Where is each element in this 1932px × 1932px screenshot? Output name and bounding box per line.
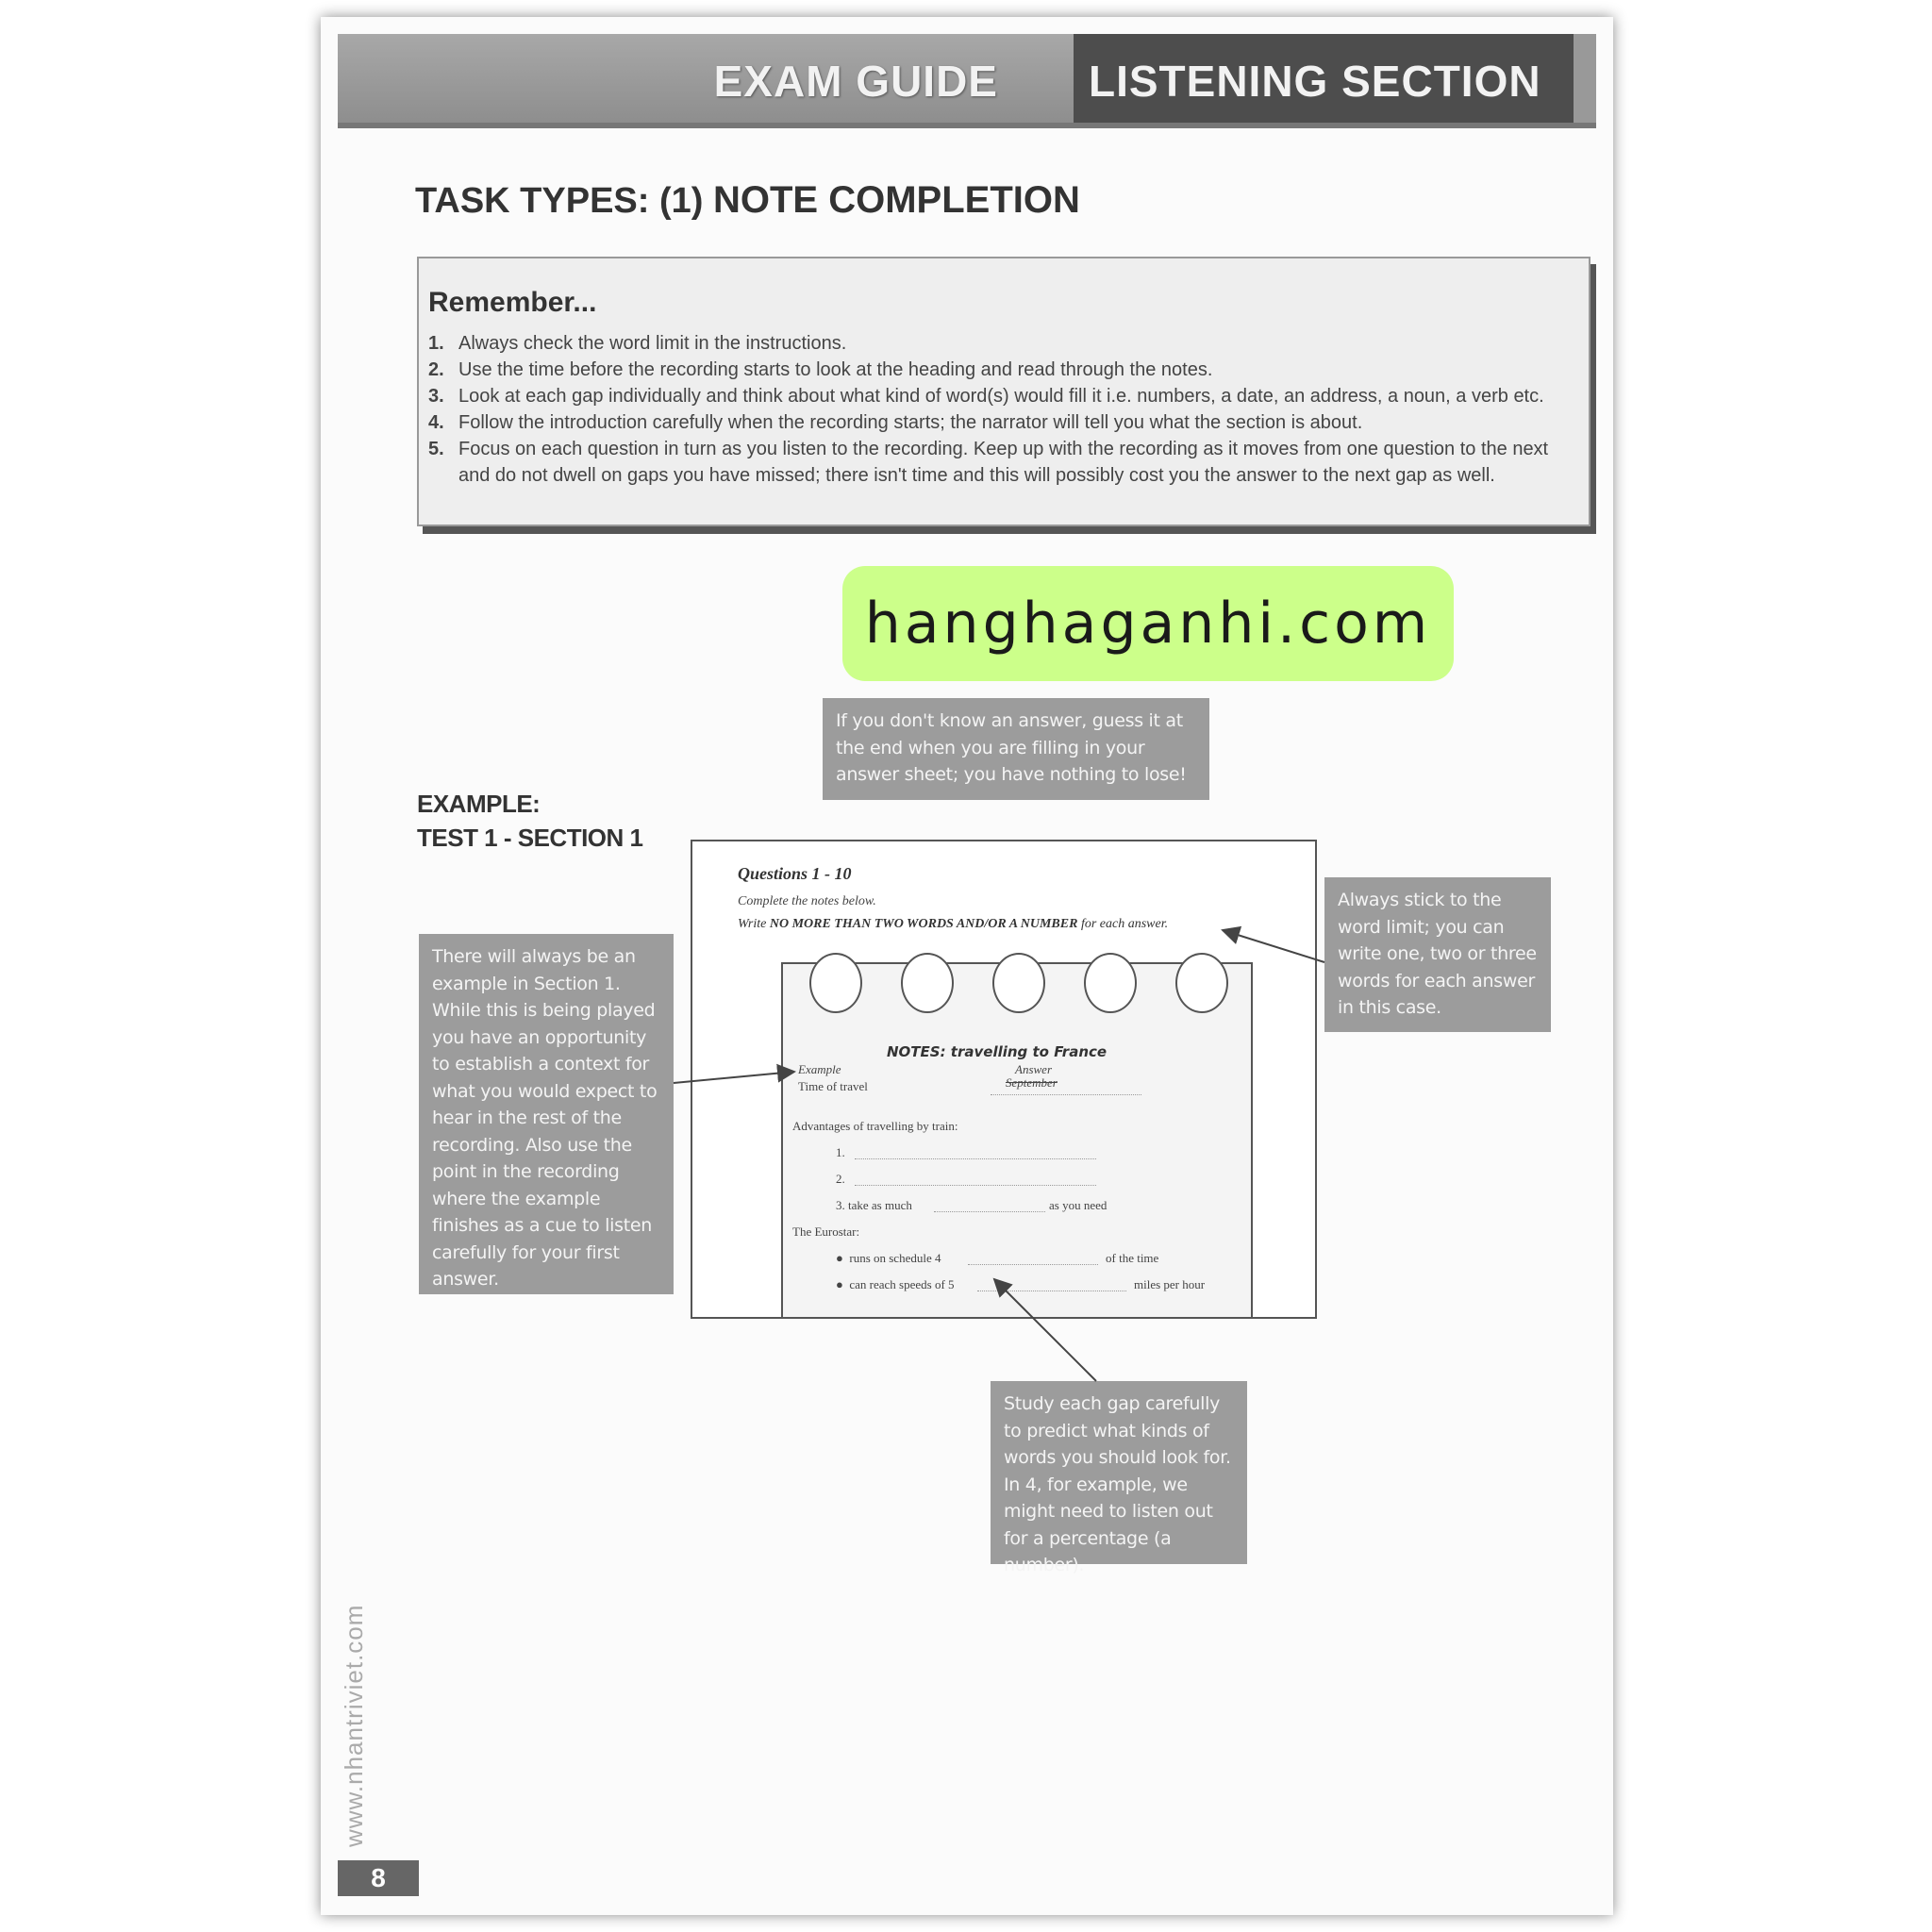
notes-answer-value: September — [1006, 1075, 1058, 1090]
task-title — [415, 179, 1080, 222]
notepad-ring — [901, 953, 954, 1013]
notes-item-3-suffix: as you need — [1049, 1198, 1108, 1212]
header-exam-guide: EXAM GUIDE — [713, 57, 998, 106]
remember-item — [428, 436, 1579, 489]
remember-item — [428, 357, 1579, 383]
header-listening-section: LISTENING SECTION — [1074, 34, 1574, 123]
write-bold: NO MORE THAN TWO WORDS AND/OR A NUMBER — [769, 917, 1078, 931]
remember-item-number: 3. — [428, 386, 444, 407]
callout-text: Always stick to the word limit; you can write one, two or three words for each answer in this case. — [1338, 890, 1537, 1018]
remember-item-number: 5. — [428, 439, 444, 459]
notes-bullet-1: ● runs on schedule 4 — [836, 1251, 941, 1265]
callout-text: There will always be an example in Section 1. While this is being played you have an opportunity to establish a context for what you would expect to hear in the rest of the recording. Also use the point in the recording where the example finishes as a cue to listen carefully for your first answer. — [432, 946, 658, 1290]
example-label — [417, 787, 643, 855]
bullet-1-prefix: runs on schedule 4 — [849, 1251, 941, 1265]
notes-answer-label: Answer — [1015, 1062, 1052, 1076]
remember-item-number: 2. — [428, 359, 444, 380]
notes-title: NOTES: travelling to France — [887, 1043, 1108, 1060]
notes-item-3: 3. take as much — [836, 1198, 912, 1212]
remember-item-text: Look at each gap individually and think about what kind of word(s) would fill it i.e. numbers, a date, an address, a noun, a verb etc. — [458, 386, 1544, 407]
callout-text: Study each gap carefully to predict what kinds of words you should look for. In 4, for example, we might need to listen out for a percentage (a number). — [1004, 1393, 1231, 1575]
remember-list — [428, 330, 1579, 489]
write-prefix: Write — [738, 917, 770, 931]
header-bar — [338, 34, 1596, 128]
gap-line-4 — [968, 1264, 1098, 1265]
remember-item-text: Focus on each question in turn as you listen to the recording. Keep up with the recording as it moves from one question to the next and do not dwell on gaps you have missed; there isn't time and this will possibly cost you the answer to the next gap as well. — [458, 439, 1549, 486]
remember-box — [417, 257, 1591, 526]
notes-bullet-2-suffix: miles per hour — [1134, 1277, 1206, 1291]
remember-item-text: Follow the introduction carefully when the recording starts; the narrator will tell you what the section is about. — [458, 412, 1363, 433]
callout-word-limit — [1324, 877, 1551, 1032]
notes-bullet-2: ● can reach speeds of 5 — [836, 1277, 955, 1291]
callout-study-gap — [991, 1381, 1247, 1575]
bullet-2-prefix: can reach speeds of 5 — [849, 1277, 955, 1291]
gap-line-3 — [934, 1211, 1045, 1212]
notes-eurostar: The Eurostar: — [792, 1224, 860, 1239]
notes-bullet-1-suffix: of the time — [1106, 1251, 1159, 1265]
notes-time-of-travel: Time of travel — [798, 1079, 868, 1093]
questions-word-limit — [738, 917, 1168, 932]
watermark-badge: hanghaganhi.com — [842, 566, 1454, 681]
remember-item-number: 1. — [428, 333, 444, 354]
notes-item-1: 1. — [836, 1145, 845, 1159]
remember-item — [428, 330, 1579, 357]
task-title-main: NOTE COMPLETION — [713, 179, 1080, 221]
notes-example-label: Example — [798, 1062, 841, 1076]
notepad-ring — [1175, 953, 1228, 1013]
remember-item — [428, 409, 1579, 436]
remember-item-number: 4. — [428, 412, 444, 433]
notepad-ring — [992, 953, 1045, 1013]
header-divider — [1574, 34, 1596, 123]
answer-line — [991, 1094, 1141, 1095]
notepad — [781, 962, 1253, 1319]
gap-line-1 — [855, 1158, 1096, 1159]
notes-advantages: Advantages of travelling by train: — [792, 1119, 958, 1133]
side-url: www.nhantriviet.com — [340, 1604, 368, 1847]
page — [321, 17, 1613, 1915]
callout-example-section — [419, 934, 674, 1294]
write-suffix: for each answer. — [1077, 917, 1169, 931]
callout-text: If you don't know an answer, guess it at the end when you are filling in your answer sheet; you have nothing to lose! — [836, 710, 1187, 785]
remember-item-text: Always check the word limit in the instructions. — [458, 333, 847, 354]
task-title-prefix: TASK TYPES: (1) — [415, 181, 713, 221]
question-frame — [691, 840, 1317, 1319]
gap-line-2 — [855, 1185, 1096, 1186]
remember-item — [428, 383, 1579, 409]
notepad-ring — [1084, 953, 1137, 1013]
example-label-line1: EXAMPLE: — [417, 790, 541, 818]
callout-guess-answer — [823, 698, 1209, 800]
example-label-line2: TEST 1 - SECTION 1 — [417, 824, 643, 852]
notepad-ring — [809, 953, 862, 1013]
questions-instruction: Complete the notes below. — [738, 894, 876, 908]
remember-item-text: Use the time before the recording starts to look at the heading and read through the notes. — [458, 359, 1213, 380]
page-number: 8 — [338, 1860, 419, 1896]
questions-title: Questions 1 - 10 — [738, 864, 852, 883]
notes-item-2: 2. — [836, 1172, 845, 1186]
remember-title: Remember... — [428, 287, 597, 318]
